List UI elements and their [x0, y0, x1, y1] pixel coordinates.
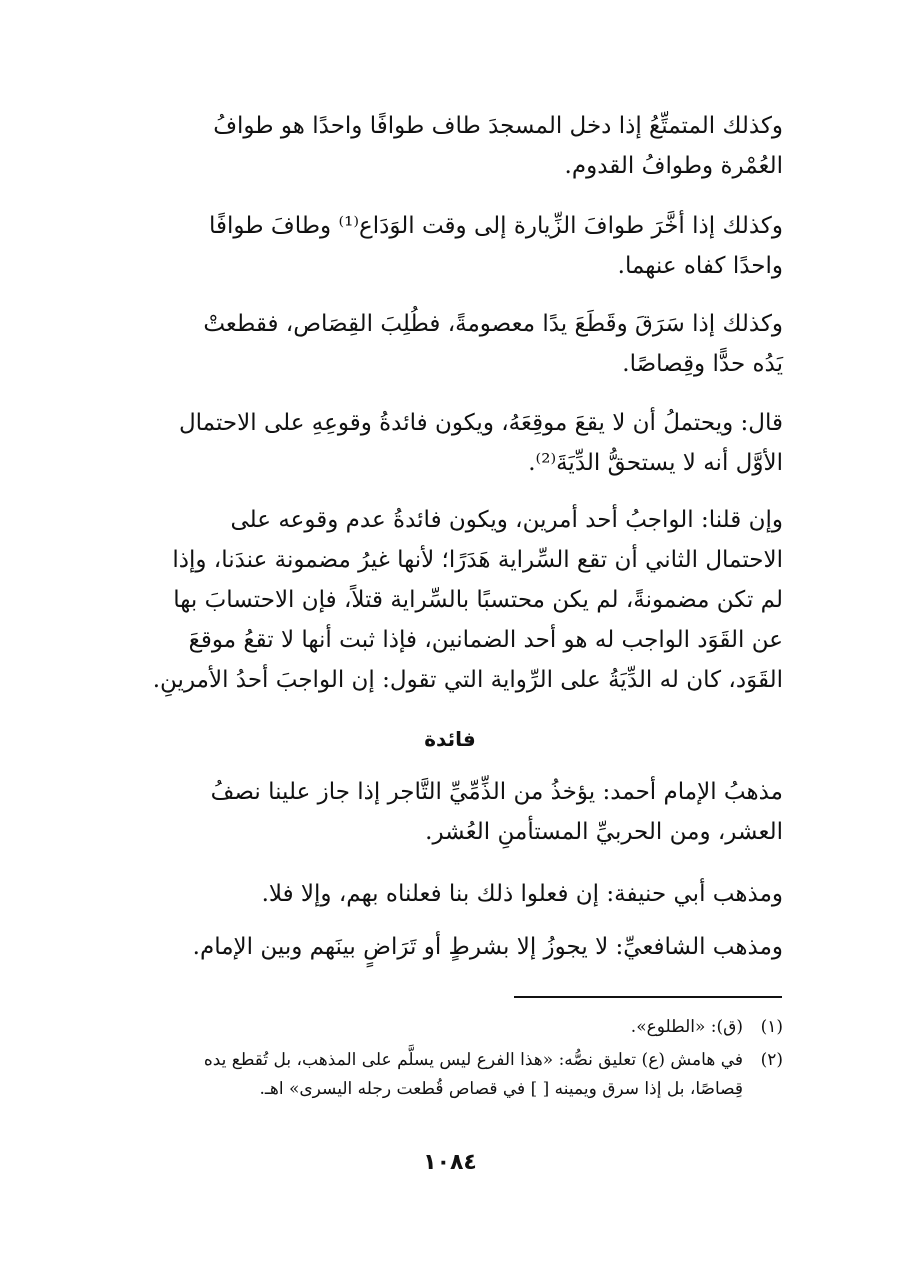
text-line: وكذلك إذا سَرَقَ وقَطَعَ يدًا معصومةً، فطُلِبَ القِصَاص، فقطعتْ [203, 311, 783, 337]
text-line: قال: ويحتملُ أن لا يقعَ موقِعَهُ، ويكون فائدةُ وقوعِهِ على الاحتمال [178, 410, 783, 436]
text-line: وكذلك إذا أخَّرَ طوافَ الزِّيارة إلى وقت الوَدَاع⁽¹⁾ وطافَ طوافًا [209, 213, 783, 239]
paragraph [115, 206, 783, 286]
paragraph [115, 304, 783, 384]
paragraph [115, 403, 783, 483]
paragraph [115, 772, 783, 852]
paragraph [115, 874, 783, 914]
footnote-number: (١) [760, 1017, 783, 1037]
text-line: لم تكن مضمونةً، لم يكن محتسبًا بالسِّراية قتلاً، فإن الاحتسابَ بها [173, 587, 783, 613]
text-line: ومذهب أبي حنيفة: إن فعلوا ذلك بنا فعلناه بهم، وإلا فلا. [261, 881, 783, 907]
text-line: القَوَد، كان له الدِّيَةُ على الرِّواية التي تقول: إن الواجبَ أحدُ الأمرينِ. [152, 667, 783, 693]
text-line: العُمْرة وطوافُ القدوم. [564, 153, 783, 179]
section-heading: فائدة [424, 727, 476, 751]
text-line: عن القَوَد الواجب له هو أحد الضمانين، فإذا ثبت أنها لا تقعُ موقعَ [188, 627, 783, 653]
footnote-text: (ق): «الطلوع». [630, 1017, 743, 1037]
text-line: ومذهب الشافعيِّ: لا يجوزُ إلا بشرطٍ أو تَرَاضٍ بينَهم وبين الإمام. [192, 934, 783, 960]
footnote [115, 1046, 783, 1104]
text-line: وكذلك المتمتِّعُ إذا دخل المسجدَ طاف طوافًا واحدًا هو طوافُ [213, 113, 783, 139]
paragraph [115, 500, 783, 700]
text-line: الاحتمال الثاني أن تقع السِّراية هَدَرًا؛ لأنها غيرُ مضمونة عندَنا، وإذا [172, 547, 783, 573]
text-line: الأوَّل أنه لا يستحقُّ الدِّيَةَ⁽²⁾. [528, 450, 783, 476]
text-line: العشر، ومن الحربيِّ المستأمنِ العُشر. [425, 819, 783, 845]
text-line: وإن قلنا: الواجبُ أحد أمرين، ويكون فائدةُ عدم وقوعه على [230, 507, 783, 533]
footnote-text: قِصاصًا، بل إذا سرق ويمينه [ ] في قصاص قُطعت رجله اليسرى» اهـ. [259, 1079, 743, 1099]
paragraph [115, 106, 783, 186]
page-number: ١٠٨٤ [423, 1150, 477, 1175]
text-line: مذهبُ الإمام أحمد: يؤخذُ من الذِّمِّيِّ التَّاجر إذا جاز علينا نصفُ [210, 779, 783, 805]
footnote-text: في هامش (ع) تعليق نصُّه: «هذا الفرع ليس يسلَّم على المذهب، بل تُقطع يده [203, 1050, 743, 1070]
footnote [115, 1013, 783, 1042]
text-line: واحدًا كفاه عنهما. [617, 253, 783, 279]
paragraph [115, 927, 783, 967]
text-line: يَدُه حدًّا وقِصاصًا. [622, 351, 783, 377]
footnote-number: (٢) [760, 1050, 783, 1070]
footnote-separator [514, 996, 782, 998]
